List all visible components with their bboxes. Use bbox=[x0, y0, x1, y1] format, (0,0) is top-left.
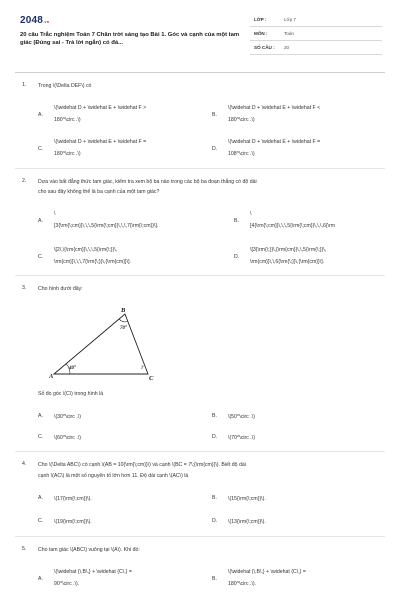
triangle-shape bbox=[54, 314, 148, 374]
option-text: \(70^\circ .\) bbox=[228, 435, 255, 441]
header-divider bbox=[15, 72, 385, 73]
option-text: \(50^\circ .\) bbox=[228, 414, 255, 420]
option-text-line2: 180^\circ .\) bbox=[54, 151, 81, 157]
meta-key-count: SỐ CÂU : bbox=[254, 45, 275, 50]
question-4-text-line1: Cho \(\Delta ABC\) có cạnh \(AB = 10{\rm{\;cm}}\) và cạnh \(BC = 7\;{\rm{cm}}\). Biết độ dài bbox=[38, 462, 246, 468]
option-letter: D. bbox=[212, 518, 218, 524]
question-3-text: Cho hình dưới đây: bbox=[38, 286, 83, 292]
option-text-line2: \rm{cm}}\,\,6{\rm{\;}}\,{\rm{cm}}\]. bbox=[250, 259, 325, 265]
option-text-line1: \(\widehat D + \widehat E + \widehat F > bbox=[54, 105, 147, 111]
option-letter: B. bbox=[212, 413, 217, 419]
question-3-prompt: Số đo góc \(C\) trong hình là bbox=[38, 391, 104, 397]
option-text-line1: \ bbox=[54, 211, 56, 217]
option-letter: A. bbox=[38, 413, 43, 419]
option-text-line1: \(\widehat D + \widehat E + \widehat F < bbox=[228, 105, 321, 111]
option-letter: C. bbox=[38, 254, 44, 260]
question-5-text: Cho tam giác \(ABC\) vuông tại \(A\). Khi đó: bbox=[38, 547, 140, 553]
option-text-line2: 180^\circ .\) bbox=[228, 117, 255, 123]
question-3-number: 3. bbox=[22, 285, 27, 291]
meta-key-subject: MÔN : bbox=[254, 31, 268, 36]
option-letter: C. bbox=[38, 518, 44, 524]
meta-value-grade: Lớp 7 bbox=[284, 17, 296, 22]
option-letter: B. bbox=[212, 112, 217, 118]
option-text: \(13{\rm{\;cm}}\). bbox=[228, 519, 266, 525]
logo-suffix: .vn bbox=[43, 19, 50, 24]
vertex-label-b: B bbox=[121, 307, 126, 314]
question-1-number: 1. bbox=[22, 82, 27, 88]
option-letter: C. bbox=[38, 146, 44, 152]
question-5-number: 5. bbox=[22, 546, 27, 552]
vertex-label-a: A bbox=[49, 373, 54, 380]
question-divider bbox=[15, 275, 385, 276]
option-letter: A. bbox=[38, 576, 43, 582]
option-text-line1: \(\widehat D + \widehat E + \widehat F = bbox=[228, 139, 321, 145]
option-text: \(19{\rm{\;cm}}\). bbox=[54, 519, 92, 525]
question-2-text-line2: cho sau đây không thể là ba cạnh của một tam giác? bbox=[38, 189, 160, 195]
meta-row-count bbox=[250, 42, 382, 55]
option-text: \(15{\rm{\;cm}}\). bbox=[228, 496, 266, 502]
site-logo[interactable] bbox=[20, 15, 49, 26]
option-text-line1: \[3{\rm{\;}}\,{\rm{cm}}\,\,5{\rm{\;}}\, bbox=[250, 247, 327, 253]
option-letter: D. bbox=[234, 254, 240, 260]
vertex-label-c: C bbox=[149, 375, 154, 382]
option-text-line1: \[2\,\{\rm{cm}}\,\,\,5{\rm{\;}}\, bbox=[54, 247, 118, 253]
option-letter: A. bbox=[38, 495, 43, 501]
option-text: \(17{\rm{\;cm}}\). bbox=[54, 496, 92, 502]
option-text-line2: \rm{cm}}\,\,\,7{\rm{\;}}\,{\rm{cm}}\]. bbox=[54, 259, 131, 265]
question-divider bbox=[15, 536, 385, 537]
option-letter: C. bbox=[38, 434, 44, 440]
option-letter: B. bbox=[234, 218, 239, 224]
meta-value-subject: Toán bbox=[284, 31, 294, 36]
question-2-number: 2. bbox=[22, 178, 27, 184]
angle-b-arc bbox=[119, 319, 128, 322]
option-letter: D. bbox=[212, 146, 218, 152]
option-text: \(30^\circ .\) bbox=[54, 414, 81, 420]
option-text: \(60^\circ .\) bbox=[54, 435, 81, 441]
question-1-text: Trong \(\Delta DEF\) có bbox=[38, 83, 92, 89]
option-text-line2: 90^\circ .\). bbox=[54, 581, 80, 587]
option-text-line2: 180^\circ .\). bbox=[228, 581, 257, 587]
option-text-line1: \(\widehat {\,B\,} + \widehat {C\,} = bbox=[228, 569, 306, 575]
page-title: 20 câu Trắc nghiệm Toán 7 Chân trời sáng tạo Bài 1. Góc và cạnh của một tam giác (Đúng sai - Trả lời ngắn) có đá... bbox=[20, 32, 240, 47]
meta-value-count: 20 bbox=[284, 45, 290, 50]
angle-c-label: ? bbox=[141, 366, 144, 371]
logo-main: 2048 bbox=[20, 15, 44, 26]
option-letter: B. bbox=[212, 576, 217, 582]
question-4-number: 4. bbox=[22, 461, 27, 467]
angle-a-label: 40° bbox=[69, 366, 76, 371]
question-4-text-line2: cạnh \(AC\) là một số nguyên tố lớn hơn 11. Độ dài cạnh \(AC\) là bbox=[38, 473, 189, 479]
triangle-figure bbox=[40, 302, 160, 382]
angle-b-label: 70° bbox=[120, 326, 127, 331]
option-text-line2: 108^\circ .\) bbox=[228, 151, 255, 157]
meta-key-grade: LỚP : bbox=[254, 17, 267, 22]
option-text-line2: [3{\rm{\;cm}}\,\,\,5{\rm{\;cm}}\,\,\,7{\rm{\;cm}}\]. bbox=[54, 223, 159, 229]
option-text-line2: [4{\rm{\;cm}}\,\,\,5{\rm{\;cm}}\,\,\,6{\rm bbox=[250, 223, 336, 229]
option-letter: D. bbox=[212, 434, 218, 440]
meta-row-grade bbox=[250, 14, 382, 27]
question-2-text-line1: Dựa vào bất đẳng thức tam giác, kiểm tra xem bộ ba nào trong các bộ ba đoạn thẳng có độ dài bbox=[38, 179, 257, 185]
option-letter: A. bbox=[38, 112, 43, 118]
question-divider bbox=[15, 168, 385, 169]
option-letter: B. bbox=[212, 495, 217, 501]
option-letter: A. bbox=[38, 218, 43, 224]
option-text-line1: \(\widehat {\,B\,} + \widehat {C\,} = bbox=[54, 569, 132, 575]
question-divider bbox=[15, 451, 385, 452]
option-text-line1: \ bbox=[250, 211, 252, 217]
option-text-line1: \(\widehat D + \widehat E + \widehat F = bbox=[54, 139, 147, 145]
option-text-line2: 180^\circ .\) bbox=[54, 117, 81, 123]
meta-row-subject bbox=[250, 28, 382, 41]
